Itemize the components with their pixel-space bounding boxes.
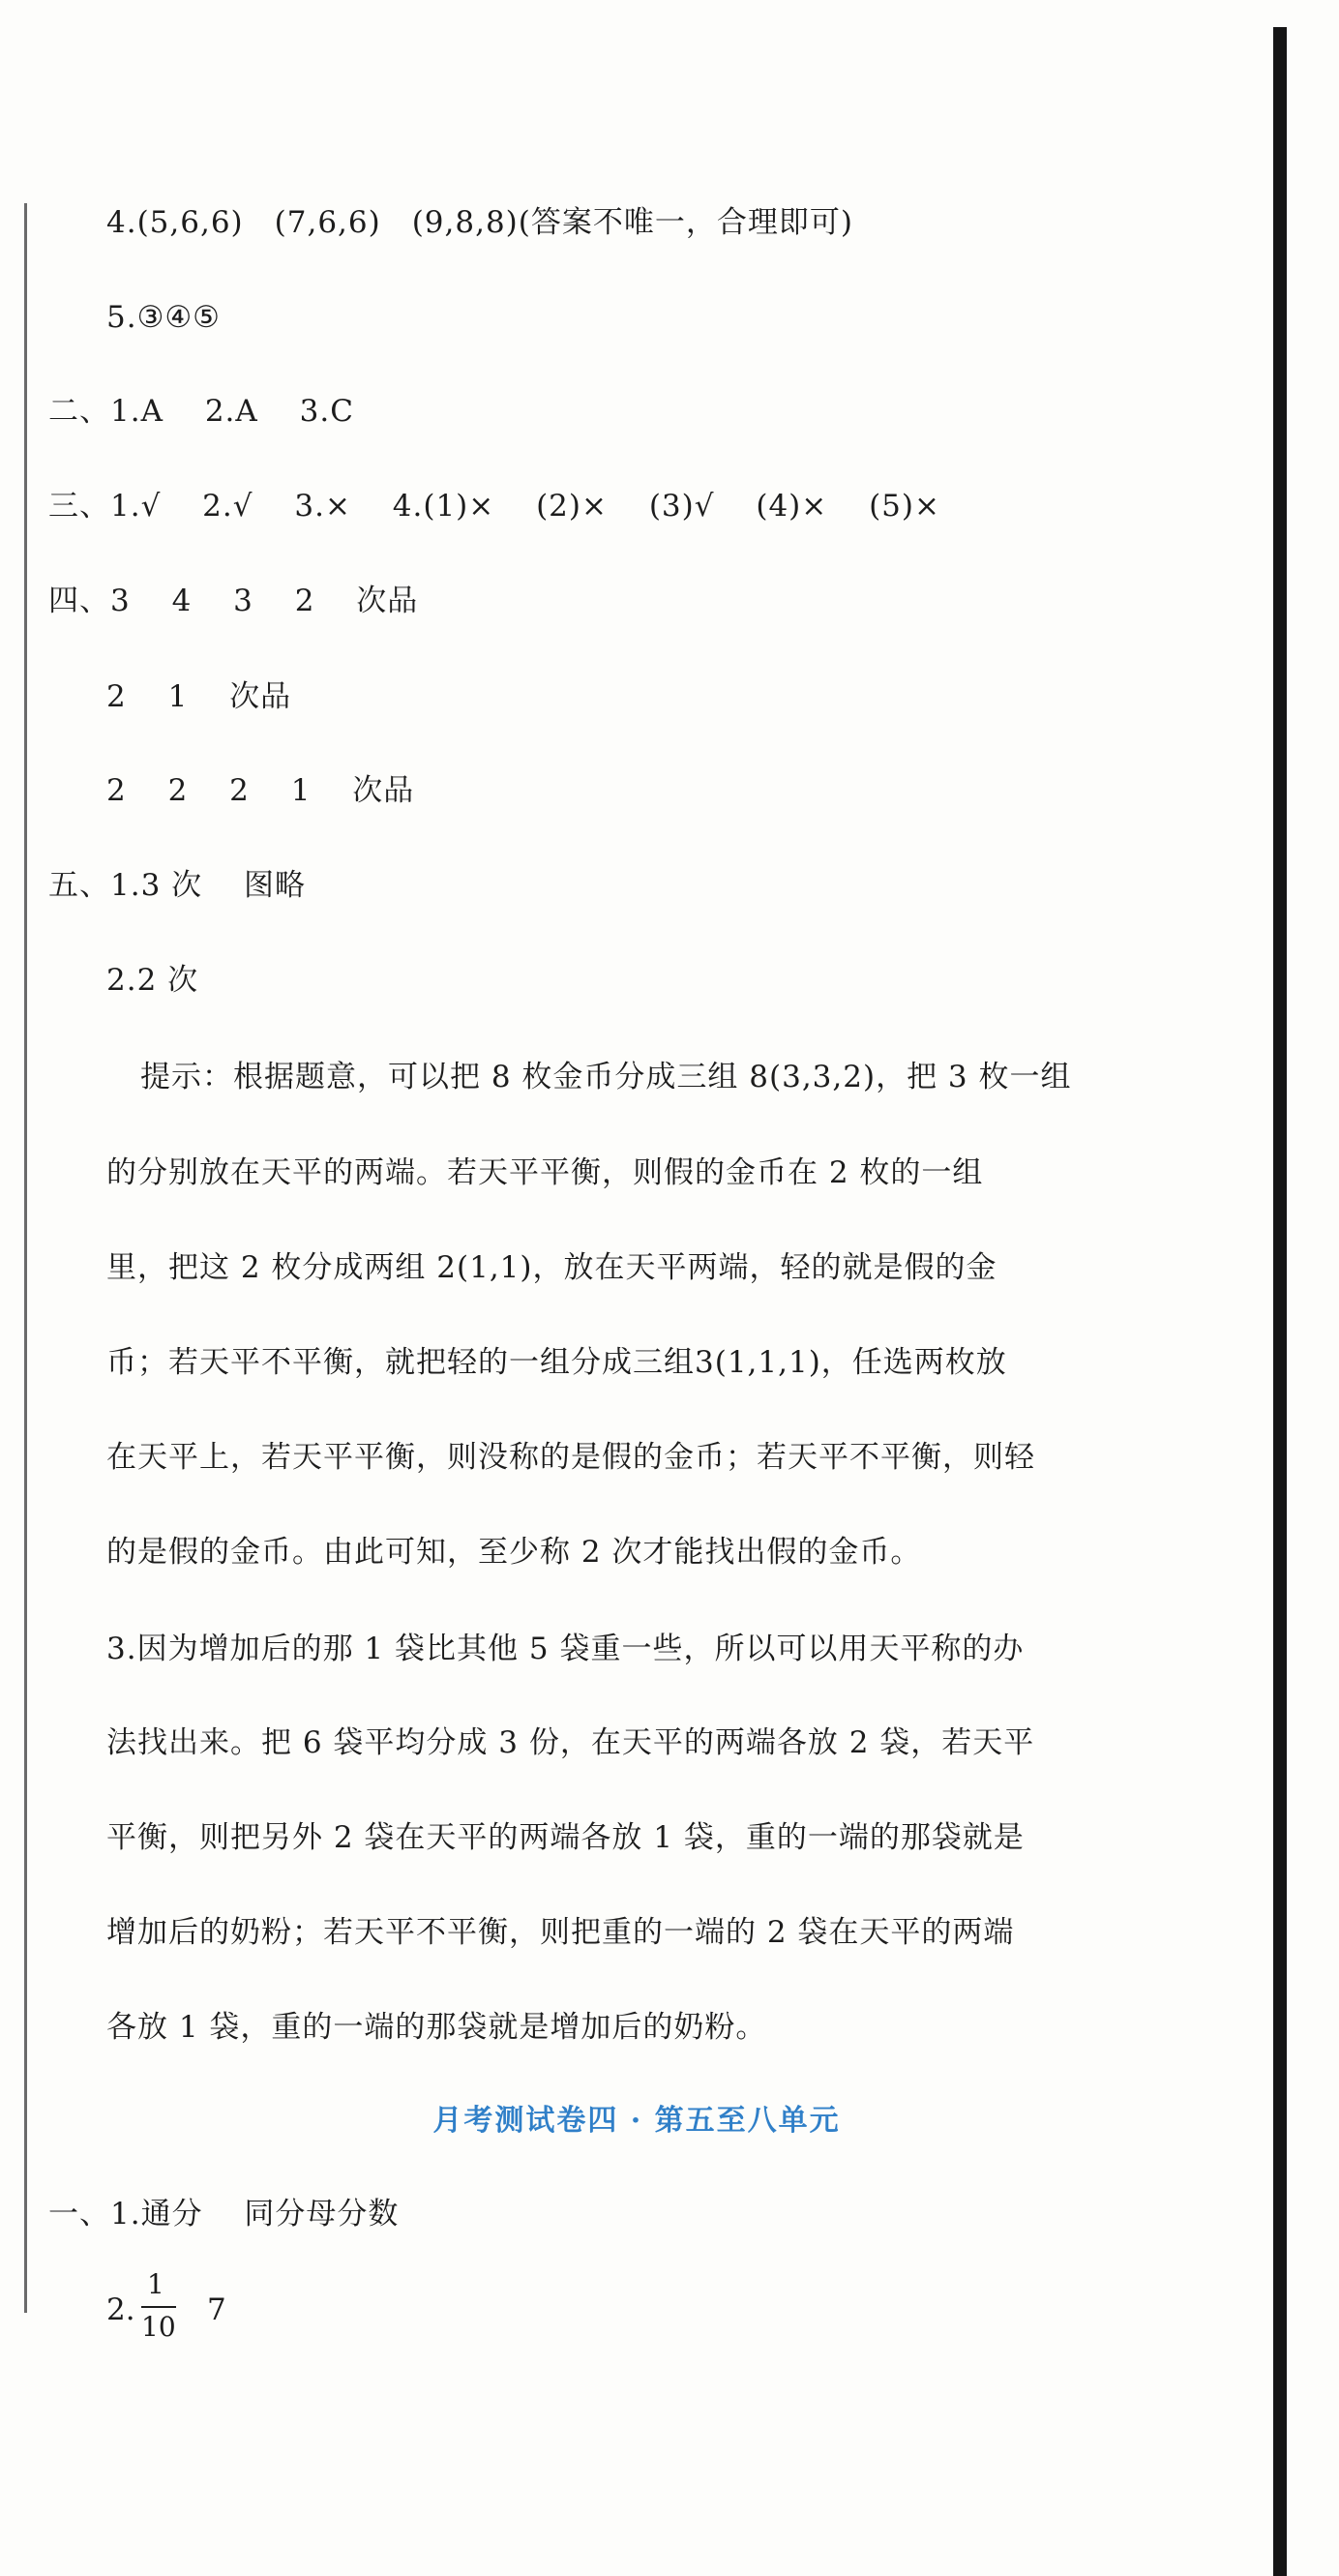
- hint-line: 提示：根据题意，可以把 8 枚金币分成三组 8(3,3,2)，把 3 枚一组: [140, 1060, 1072, 1094]
- answer-line: 四、3 4 3 2 次品: [48, 584, 419, 618]
- hint-line: 里，把这 2 枚分成两组 2(1,1)，放在天平两端，轻的就是假的金: [106, 1250, 997, 1285]
- answer-line: 法找出来。把 6 袋平均分成 3 份，在天平的两端各放 2 袋，若天平: [106, 1725, 1035, 1760]
- hint-line: 的分别放在天平的两端。若天平平衡，则假的金币在 2 枚的一组: [106, 1155, 984, 1190]
- fraction-answer-suffix: 7: [207, 2292, 226, 2327]
- answer-line: 4.(5,6,6) (7,6,6) (9,8,8)(答案不唯一，合理即可): [106, 205, 853, 240]
- hint-line: 在天平上，若天平平衡，则没称的是假的金币；若天平不平衡，则轻: [106, 1440, 1035, 1475]
- answer-line: 二、1.A 2.A 3.C: [48, 394, 354, 429]
- fraction-numerator: 1: [147, 2268, 164, 2300]
- binding-margin-line: [24, 203, 27, 2313]
- answer-line: 5.③④⑤: [106, 300, 221, 335]
- answer-line: 增加后的奶粉；若天平不平衡，则把重的一端的 2 袋在天平的两端: [106, 1915, 1015, 1950]
- answer-line: 3.因为增加后的那 1 袋比其他 5 袋重一些，所以可以用天平称的办: [106, 1632, 1025, 1666]
- answer-line: 2.2 次: [106, 963, 199, 998]
- item-number: 2.: [106, 2292, 135, 2327]
- answer-line: 五、1.3 次 图略: [48, 868, 307, 903]
- answer-line: 三、1.√ 2.√ 3.× 4.(1)× (2)× (3)√ (4)× (5)×: [48, 489, 940, 524]
- scan-edge-shadow: [1273, 27, 1287, 2576]
- hint-line: 币；若天平不平衡，就把轻的一组分成三组3(1,1,1)，任选两枚放: [106, 1345, 1007, 1380]
- answer-line: 平衡，则把另外 2 袋在天平的两端各放 1 袋，重的一端的那袋就是: [106, 1820, 1025, 1855]
- answer-line: 各放 1 袋，重的一端的那袋就是增加后的奶粉。: [106, 2010, 767, 2045]
- answer-line: 2 2 2 1 次品: [106, 773, 415, 808]
- hint-line: 的是假的金币。由此可知，至少称 2 次才能找出假的金币。: [106, 1535, 922, 1570]
- fraction-denominator: 10: [141, 2311, 176, 2343]
- section-title: 月考测试卷四 · 第五至八单元: [432, 2104, 841, 2138]
- answer-line: 一、1.通分 同分母分数: [48, 2197, 400, 2232]
- answer-line: 2 1 次品: [106, 679, 292, 714]
- fraction-bar: [141, 2306, 176, 2308]
